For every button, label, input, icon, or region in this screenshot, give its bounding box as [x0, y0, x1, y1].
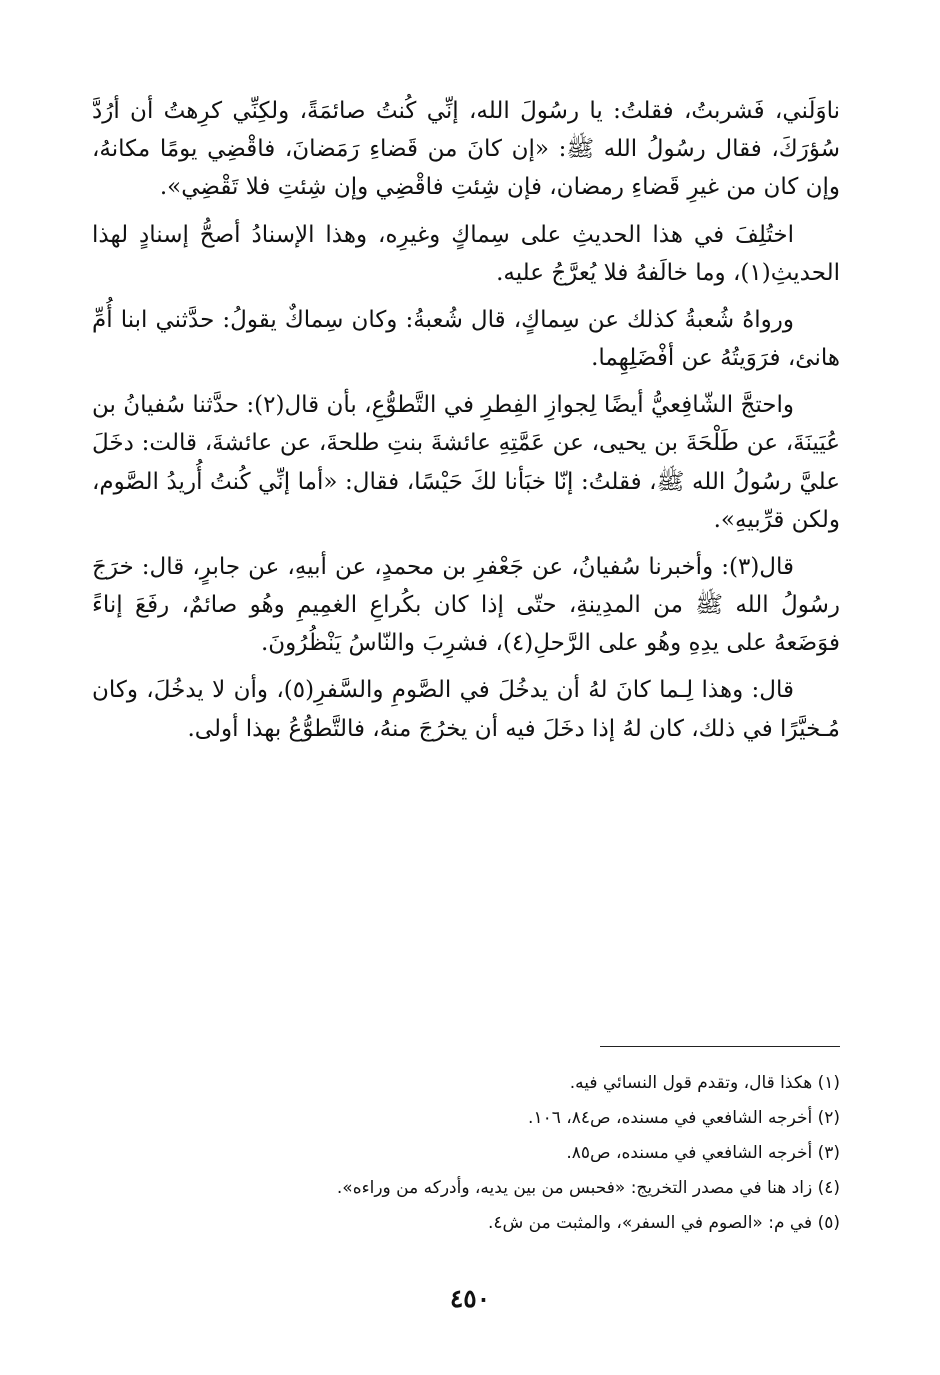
main-text [92, 92, 840, 757]
footnote-item: (٤) زاد هنا في مصدر التخريج: «فحبس من بين يديه، وأدركه من وراءه». [336, 1178, 840, 1198]
footnote-item: (٣) أخرجه الشافعي في مسنده، ص٨٥. [566, 1143, 840, 1163]
paragraph: واحتجَّ الشّافِعيُّ أيضًا لِجوازِ الفِطرِ في التَّطوُّعِ، بأن قال(٢): حدَّثنا سُفيانُ بن عُيَينَةَ، عن طَلْحَةَ بن يحيى، عن عَمَّتِهِ عائشةَ بنتِ طلحةَ، عن عائشةَ، قالت: دخَلَ عليَّ رسُولُ الله ﷺ، فقلتُ: إنّا خبَأنا لكَ حَيْسًا، فقال: «أما إنِّي كُنتُ أُريدُ الصَّوم، ولكن قرِّبيهِ». [92, 392, 840, 533]
footnote-item: (٢) أخرجه الشافعي في مسنده، ص٨٤، ١٠٦. [528, 1108, 840, 1128]
paragraph: قال(٣): وأخبرنا سُفيانُ، عن جَعْفرِ بن محمدٍ، عن أبيهِ، عن جابرٍ، قال: خرَجَ رسُولُ الله ﷺ من المدِينةِ، حتّى إذا كان بكُراعِ الغمِيمِ وهُو صائمٌ، رفَعَ إناءً فوَضَعهُ على يدِهِ وهُو على الرَّحلِ(٤)، فشرِبَ والنّاسُ يَنْظُرُونَ. [92, 553, 840, 657]
footnote-item: (١) هكذا قال، وتقدم قول النسائي فيه. [569, 1073, 840, 1093]
paragraph: اختُلِفَ في هذا الحديثِ على سِماكٍ وغيرِه، وهذا الإسنادُ أصحُّ إسنادٍ لهذا الحديثِ(١)، وما خالَفهُ فلا يُعرَّجُ عليه. [92, 221, 840, 286]
footnotes [92, 1066, 840, 1241]
footnote-item: (٥) في م: «الصوم في السفر»، والمثبت من ش٤. [487, 1213, 840, 1233]
paragraph: ناوَلَني، فَشربتُ، فقلتُ: يا رسُولَ الله، إنِّي كُنتُ صائمَةً، ولكِنِّي كرِهتُ أن أرُدَّ سُؤرَكَ، فقال رسُولُ الله ﷺ: «إن كانَ من قَضاءِ رَمَضانَ، فاقْضِي يومًا مكانهُ، وإن كان من غيرِ قَضاءِ رمضان، فإن شِئتِ فاقْضِي وإن شِئتِ فلا تَقْضِي». [92, 98, 840, 201]
page-number: ٤٥٠ [449, 1284, 491, 1313]
paragraph: قال: وهذا لِـما كانَ لهُ أن يدخُلَ في الصَّومِ والسَّفرِ(٥)، وأن لا يدخُلَ، وكان مُـخيَّرًا في ذلك، كان لهُ إذا دخَلَ فيه أن يخرُجَ منهُ، فالتَّطوُّعُ بهذا أولى. [92, 677, 840, 742]
footnote-separator [600, 1046, 840, 1047]
paragraph: ورواهُ شُعبةُ كذلك عن سِماكٍ، قال شُعبةُ: وكان سِماكٌ يقولُ: حدَّثني ابنا أُمِّ هانئ، فرَوَيتُهُ عن أفْضَلِهِما. [92, 306, 840, 372]
